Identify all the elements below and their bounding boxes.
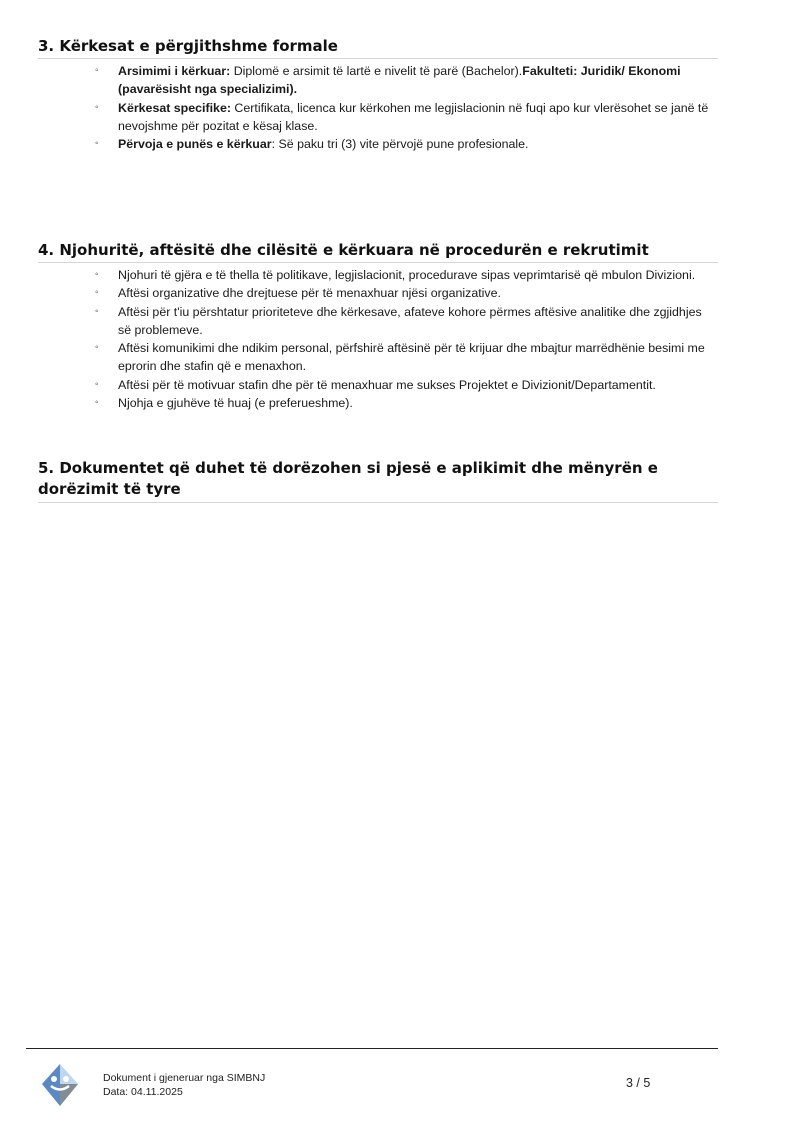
item-text: Njohja e gjuhëve të huaj (e preferueshme). (118, 396, 353, 411)
footer-divider (26, 1048, 718, 1049)
bullet-icon: ◦ (95, 305, 99, 317)
section-4-title: 4. Njohuritë, aftësitë dhe cilësitë e kërkuara në procedurën e rekrutimit (38, 240, 718, 263)
item-text: Njohuri të gjëra e të thella të politikave, legjislacionit, procedurave sipas veprimtarisë që mbulon Divizioni. (118, 268, 696, 282)
bullet-icon: ◦ (95, 101, 99, 113)
item-text: Aftësi komunikimi dhe ndikim personal, përfshirë aftësinë për të krijuar dhe mbajtur marrëdhënie besimi me eprorin dhe stafin që e menaxhon. (118, 341, 705, 374)
section-4-list (0, 266, 718, 412)
page-number: 3 / 5 (626, 1076, 651, 1090)
item-text: Diplomë e arsimit të lartë e nivelit të parë (Bachelor). (230, 64, 523, 78)
section-3-title: 3. Kërkesat e përgjithshme formale (38, 36, 718, 59)
section-3-list (0, 62, 718, 153)
list-item (0, 62, 718, 99)
list-item (0, 266, 718, 284)
item-label: Kërkesat specifike: (118, 100, 231, 115)
simbnj-logo-icon (40, 1062, 80, 1108)
footer-date: Data: 04.11.2025 (103, 1086, 183, 1098)
section-5-title: 5. Dokumentet që duhet të dorëzohen si pjesë e aplikimit dhe mënyrën e dorëzimit të tyre (38, 458, 718, 503)
list-item (0, 99, 718, 136)
bullet-icon: ◦ (95, 397, 99, 409)
list-item (0, 376, 718, 394)
item-label: Përvoja e punës e kërkuar (118, 137, 272, 152)
footer-text (103, 1071, 265, 1099)
bullet-icon: ◦ (95, 65, 99, 76)
list-item (0, 303, 718, 340)
bullet-icon: ◦ (95, 378, 99, 390)
list-item (0, 394, 718, 412)
item-text: Certifikata, licenca kur kërkohen me legjislacionin në fuqi apo kur vlerësohet se janë të nevojshme për pozitat e kësaj klase. (118, 100, 709, 133)
item-extra: Fakulteti: Juridik/ Ekonomi (pavarësisht nga specializimi). (118, 64, 681, 97)
list-item (0, 339, 718, 376)
item-label: Arsimimi i kërkuar: (118, 64, 231, 78)
item-text: Aftësi për t'iu përshtatur prioriteteve dhe kërkesave, afateve kohore përmes aftësive analitike dhe zgjidhjes së problemeve. (118, 304, 702, 337)
footer-generated-by: Dokument i gjeneruar nga SIMBNJ (103, 1072, 266, 1084)
item-text: Aftësi për të motivuar stafin dhe për të menaxhuar me sukses Projektet e Divizionit/Departamentit. (118, 377, 656, 392)
item-text: : Së paku tri (3) vite përvojë pune profesionale. (271, 137, 529, 152)
bullet-icon: ◦ (95, 342, 99, 354)
list-item (0, 135, 718, 153)
item-text: Aftësi organizative dhe drejtuese për të menaxhuar njësi organizative. (118, 286, 501, 301)
list-item (0, 284, 718, 302)
bullet-icon: ◦ (95, 269, 99, 280)
bullet-icon: ◦ (95, 138, 99, 150)
bullet-icon: ◦ (95, 287, 99, 299)
